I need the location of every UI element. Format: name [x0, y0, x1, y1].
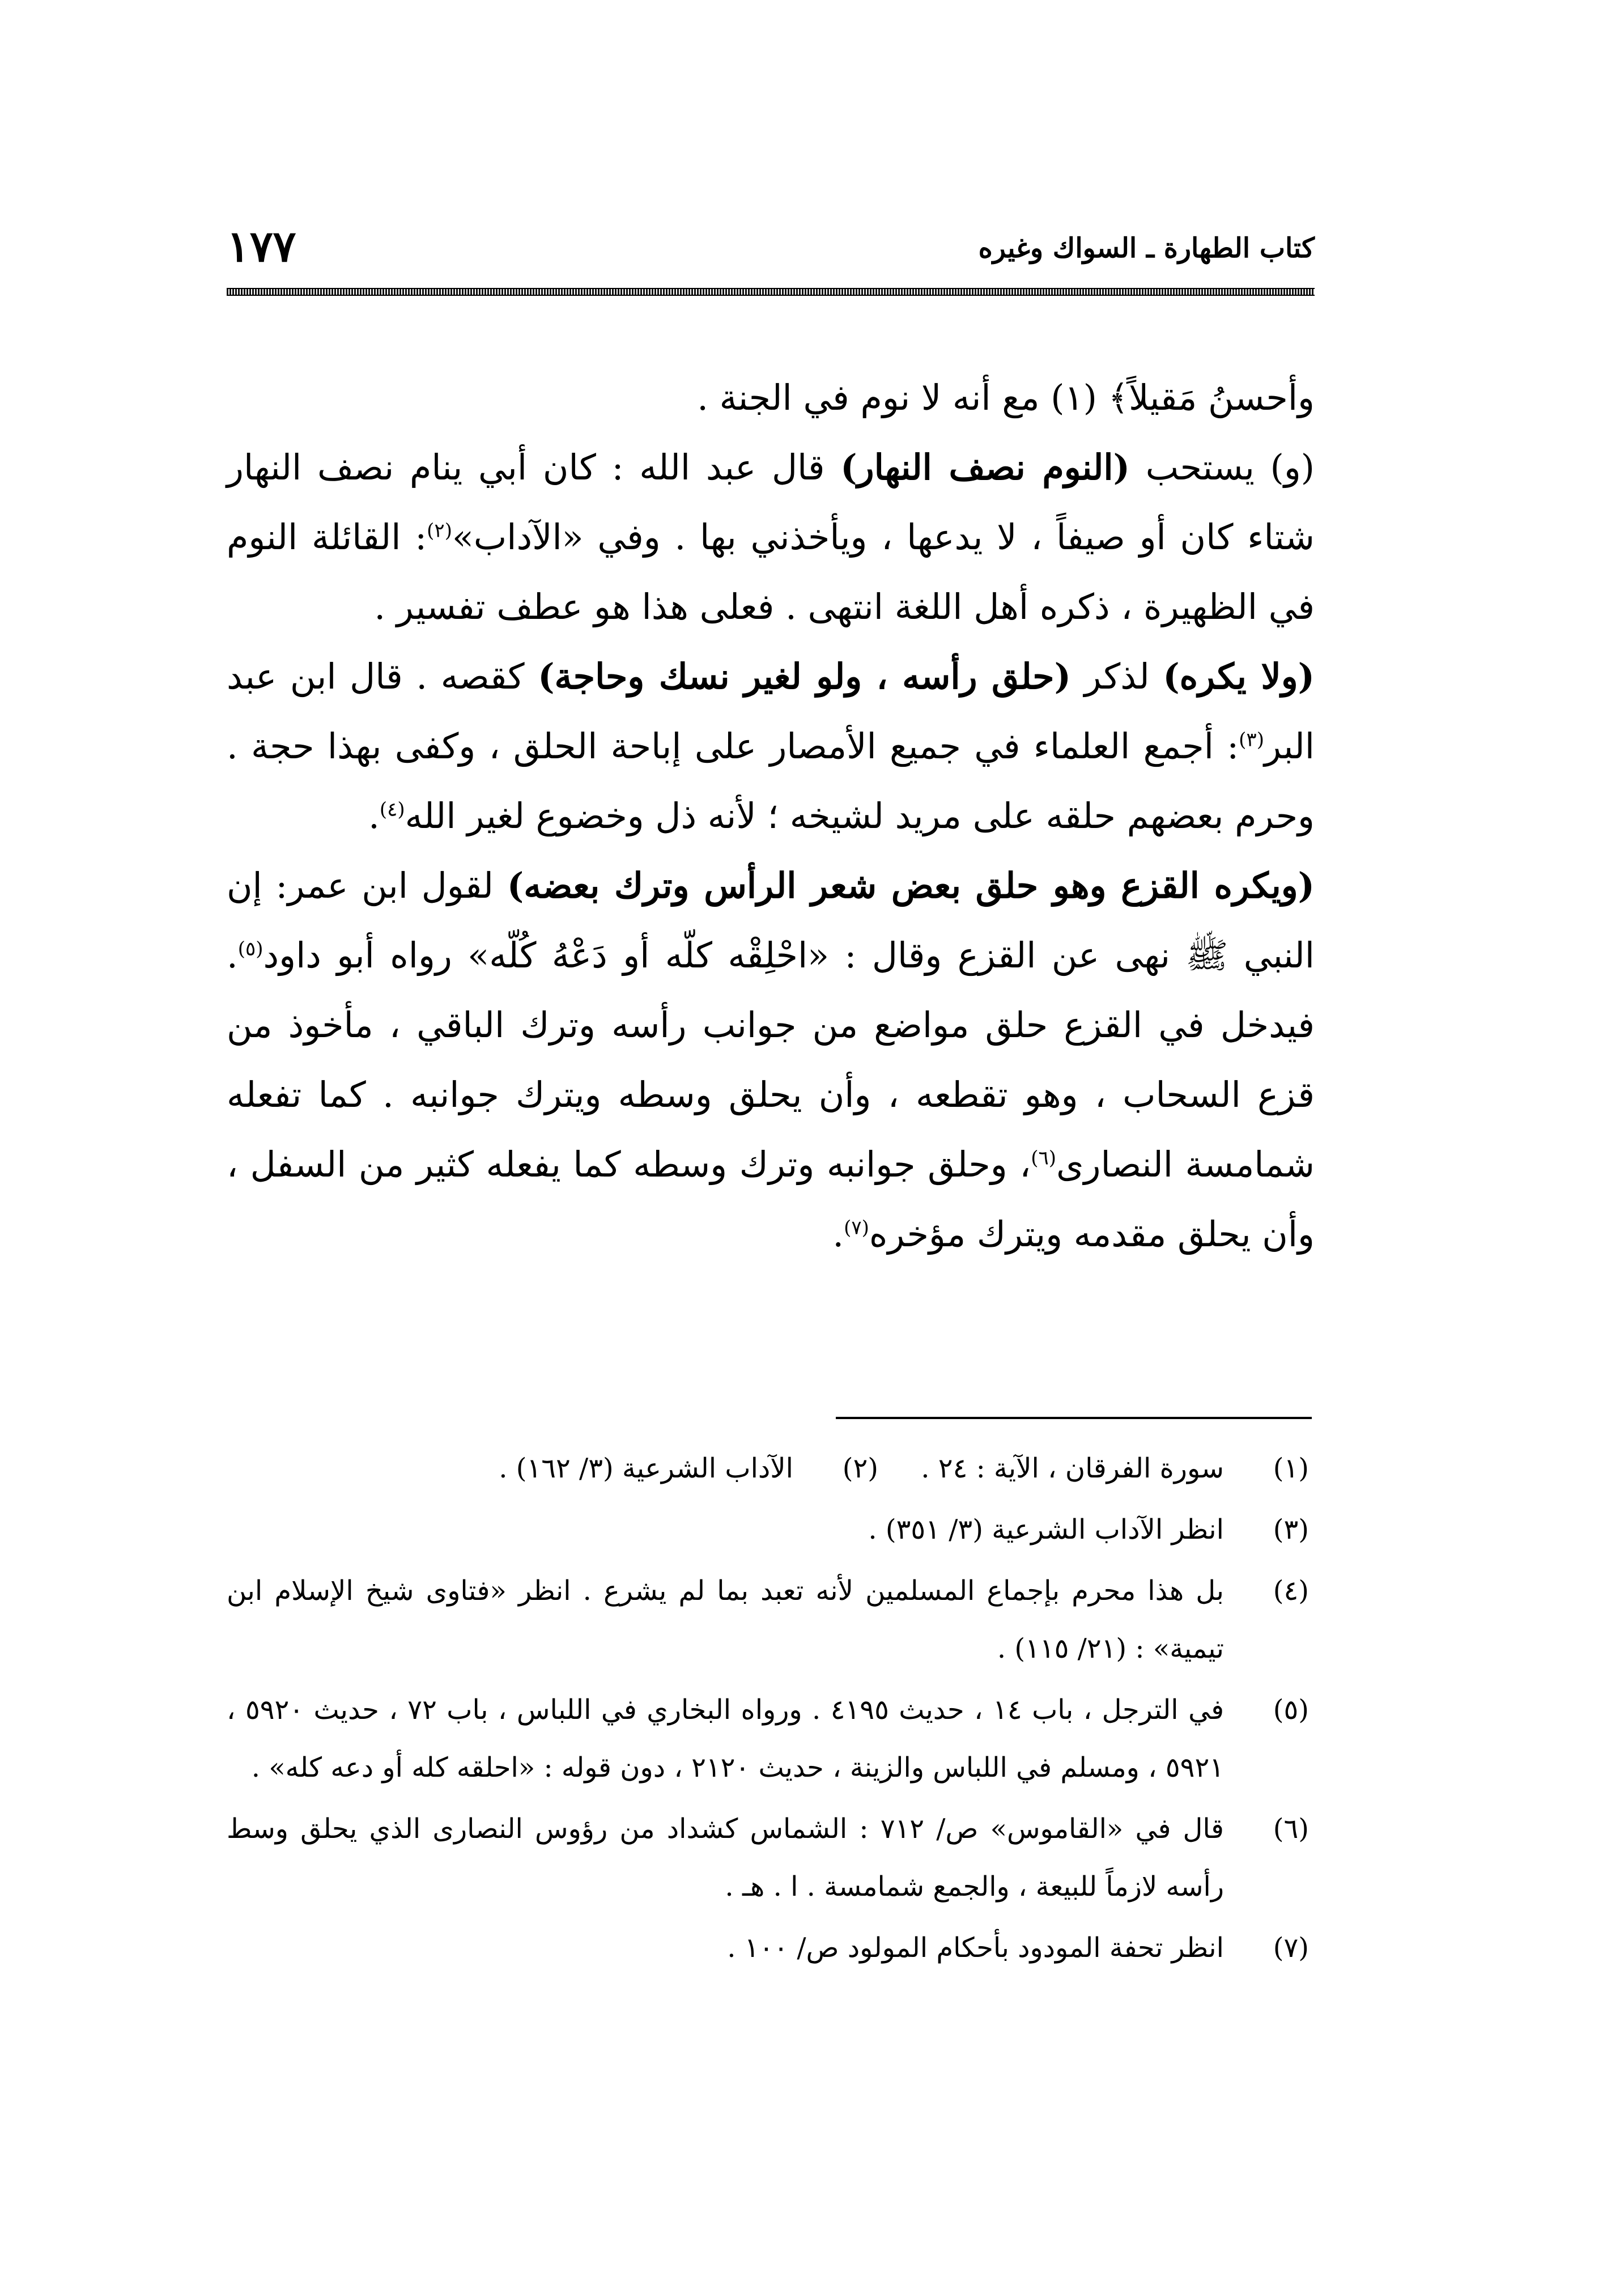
footnote-text: انظر تحفة المودود بأحكام المولود ص/ ١٠٠ .	[727, 1932, 1224, 1964]
footnote-ref-3: (٣)	[1239, 728, 1264, 751]
footnote-row-1-2	[227, 1440, 1315, 1501]
p2-text-a: قال عبد الله : كان أبي ينام نصف النهار شتاء كان أو صيفاً ، لا يدعها ، ويأخذني بها . وفي «الآداب»	[227, 447, 1315, 558]
footnote-6	[227, 1800, 1315, 1916]
footnote-ref-2: (٢)	[427, 519, 452, 542]
running-title: كتاب الطهارة ـ السواك وغيره	[978, 232, 1315, 264]
footnote-ref-5: (٥)	[237, 937, 263, 961]
page-header	[227, 221, 1315, 283]
footnote-text: بل هذا محرم بإجماع المسلمين لأنه تعبد بما لم يشرع . انظر «فتاوى شيخ الإسلام ابن تيمية» : (٢١/ ١١٥) .	[227, 1575, 1224, 1664]
footnote-number: (١)	[1273, 1453, 1309, 1484]
footnote-text: قال في «القاموس» ص/ ٧١٢ : الشماس كشداد من رؤوس النصارى الذي يحلق وسط رأسه لازماً للبيعة ، والجمع شمامسة . ا . هـ .	[227, 1813, 1224, 1903]
paragraph-1-text: وأحسنُ مَقيلاً﴾ (١) مع أنه لا نوم في الجنة .	[697, 377, 1315, 418]
p4-text-b: . فيدخل في القزع حلق مواضع من جوانب رأسه وترك الباقي ، مأخوذ من قزع السحاب ، وهو تقطعه ، وأن يحلق وسطه ويترك جوانبه . كما تفعله شمامسة النصارى	[227, 935, 1315, 1185]
page-number: ١٧٧	[227, 221, 296, 271]
footnote-1	[884, 1440, 1315, 1497]
p2-heading: (النوم نصف النهار)	[840, 447, 1130, 488]
footnote-2	[499, 1440, 884, 1497]
footnotes	[227, 1440, 1315, 1980]
header-rule	[227, 288, 1315, 296]
footnote-ref-7: (٧)	[844, 1216, 869, 1239]
main-text	[227, 363, 1315, 1269]
footnote-text: انظر الآداب الشرعية (٣/ ٣٥١) .	[868, 1514, 1224, 1545]
paragraph-2	[227, 432, 1315, 642]
footnote-number: (٦)	[1273, 1813, 1309, 1845]
footnote-number: (٧)	[1273, 1932, 1309, 1964]
p3-text-c: : أجمع العلماء في جميع الأمصار على إباحة الحلق ، وكفى بهذا حجة . وحرم بعضهم حلقه على مريد لشيخه ؛ لأنه ذل وخضوع لغير الله	[227, 725, 1315, 836]
footnote-5	[227, 1681, 1315, 1797]
footnote-separator	[836, 1417, 1312, 1419]
footnote-number: (٢)	[842, 1453, 878, 1484]
p4-text-a: لقول ابن عمر: إن النبي ﷺ نهى عن القزع وقال : «احْلِقْه كلّه أو دَعْهُ كُلّه» رواه أبو داود	[227, 865, 1315, 976]
p3-text-b: كقصه . قال ابن عبد البر	[227, 656, 1315, 767]
p4-heading: (ويكره القزع وهو حلق بعض شعر الرأس وترك بعضه)	[507, 865, 1315, 906]
footnote-ref-4: (٤)	[379, 798, 405, 821]
footnote-number: (٥)	[1273, 1694, 1309, 1726]
footnote-ref-6: (٦)	[1031, 1146, 1057, 1170]
p4-text-c: ، وحلق جوانبه وترك وسطه كما يفعله كثير من السفل ، وأن يحلق مقدمه ويترك مؤخره	[227, 1144, 1315, 1255]
footnote-text: سورة الفرقان ، الآية : ٢٤ .	[921, 1453, 1224, 1484]
p4-text-d: .	[832, 1213, 844, 1255]
footnote-text: في الترجل ، باب ١٤ ، حديث ٤١٩٥ . ورواه البخاري في اللباس ، باب ٧٢ ، حديث ٥٩٢٠ ، ٥٩٢١ ، ومسلم في اللباس والزينة ، حديث ٢١٢٠ ، دون قوله : «احلقه كله أو دعه كله» .	[227, 1694, 1225, 1784]
p3-heading-1: (ولا يكره)	[1163, 656, 1315, 697]
footnote-number: (٣)	[1273, 1514, 1309, 1545]
footnote-text: الآداب الشرعية (٣/ ١٦٢) .	[499, 1453, 793, 1484]
paragraph-1	[227, 363, 1315, 432]
footnote-3	[227, 1501, 1315, 1559]
p3-text-d: .	[368, 795, 380, 836]
paragraph-4	[227, 851, 1315, 1269]
footnote-7	[227, 1919, 1315, 1977]
footnote-4	[227, 1562, 1315, 1678]
p3-text-a: لذكر	[1070, 656, 1163, 697]
paragraph-3	[227, 642, 1315, 851]
p3-heading-2: (حلق رأسه ، ولو لغير نسك وحاجة)	[538, 656, 1071, 697]
p2-text-b: : القائلة النوم في الظهيرة ، ذكره أهل اللغة انتهى . فعلى هذا هو عطف تفسير .	[227, 516, 1315, 627]
p2-lead: (و) يستحب	[1129, 447, 1315, 488]
footnote-number: (٤)	[1273, 1575, 1309, 1607]
